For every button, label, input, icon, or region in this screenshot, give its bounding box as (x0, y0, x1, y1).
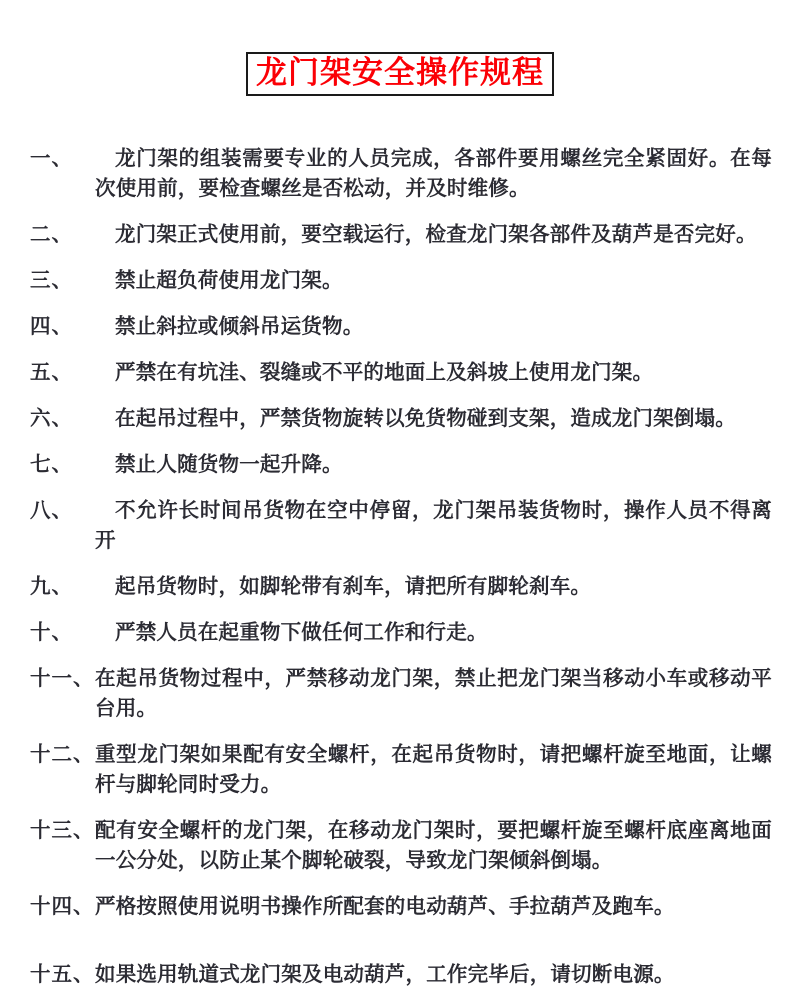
clause-text: 不允许长时间吊货物在空中停留，龙门架吊装货物时，操作人员不得离开 (95, 498, 772, 552)
clause-text: 严格按照使用说明书操作所配套的电动葫芦、手拉葫芦及跑车。 (95, 894, 675, 918)
clause-text: 如果选用轨道式龙门架及电动葫芦，工作完毕后，请切断电源。 (95, 962, 675, 986)
clause-list (30, 143, 772, 1004)
clause-number: 九、 (30, 574, 73, 598)
clause-number: 十一、 (30, 666, 95, 690)
clause-text: 严禁在有坑洼、裂缝或不平的地面上及斜坡上使用龙门架。 (115, 360, 654, 384)
title-border-box (246, 52, 554, 96)
page-title: 龙门架安全操作规程 (256, 55, 544, 91)
clause-text: 起吊货物时，如脚轮带有刹车，请把所有脚轮刹车。 (115, 574, 592, 598)
clause-number: 七、 (30, 452, 73, 476)
clause-text: 禁止超负荷使用龙门架。 (115, 268, 343, 292)
clause-number: 四、 (30, 314, 73, 338)
clause-number: 二、 (30, 222, 73, 246)
clause-item-5 (30, 357, 772, 387)
clause-item-7 (30, 449, 772, 479)
clause-text: 在起吊过程中，严禁货物旋转以免货物碰到支架，造成龙门架倒塌。 (115, 406, 736, 430)
clause-number: 三、 (30, 268, 73, 292)
clause-number: 八、 (30, 498, 73, 522)
clause-item-11 (30, 663, 772, 723)
clause-item-1 (30, 143, 772, 203)
clause-text: 重型龙门架如果配有安全螺杆，在起吊货物时，请把螺杆旋至地面，让螺杆与脚轮同时受力。 (95, 742, 772, 796)
clause-number: 十、 (30, 620, 73, 644)
clause-text: 配有安全螺杆的龙门架，在移动龙门架时，要把螺杆旋至螺杆底座离地面一公分处，以防止某个脚轮破裂，导致龙门架倾斜倒塌。 (95, 818, 772, 872)
clause-item-15 (30, 959, 772, 989)
clause-item-14 (30, 891, 772, 921)
clause-number: 十三、 (30, 818, 95, 842)
clause-number: 五、 (30, 360, 73, 384)
clause-item-8 (30, 495, 772, 555)
clause-number: 十五、 (30, 962, 95, 986)
clause-item-9 (30, 571, 772, 601)
clause-item-4 (30, 311, 772, 341)
clause-text: 龙门架的组装需要专业的人员完成，各部件要用螺丝完全紧固好。在每次使用前，要检查螺丝是否松动，并及时维修。 (95, 146, 772, 200)
clause-number: 六、 (30, 406, 73, 430)
clause-number: 十二、 (30, 742, 95, 766)
clause-item-13 (30, 815, 772, 875)
clause-number: 一、 (30, 146, 73, 170)
clause-text: 严禁人员在起重物下做任何工作和行走。 (115, 620, 488, 644)
clause-item-3 (30, 265, 772, 295)
clause-item-6 (30, 403, 772, 433)
clause-text: 禁止人随货物一起升降。 (115, 452, 343, 476)
clause-text: 禁止斜拉或倾斜吊运货物。 (115, 314, 364, 338)
clause-text: 龙门架正式使用前，要空载运行，检查龙门架各部件及葫芦是否完好。 (115, 222, 757, 246)
clause-text: 在起吊货物过程中，严禁移动龙门架，禁止把龙门架当移动小车或移动平台用。 (95, 666, 772, 720)
clause-number: 十四、 (30, 894, 95, 918)
clause-item-12 (30, 739, 772, 799)
clause-item-2 (30, 219, 772, 249)
clause-item-10 (30, 617, 772, 647)
document-title-container (0, 52, 800, 96)
